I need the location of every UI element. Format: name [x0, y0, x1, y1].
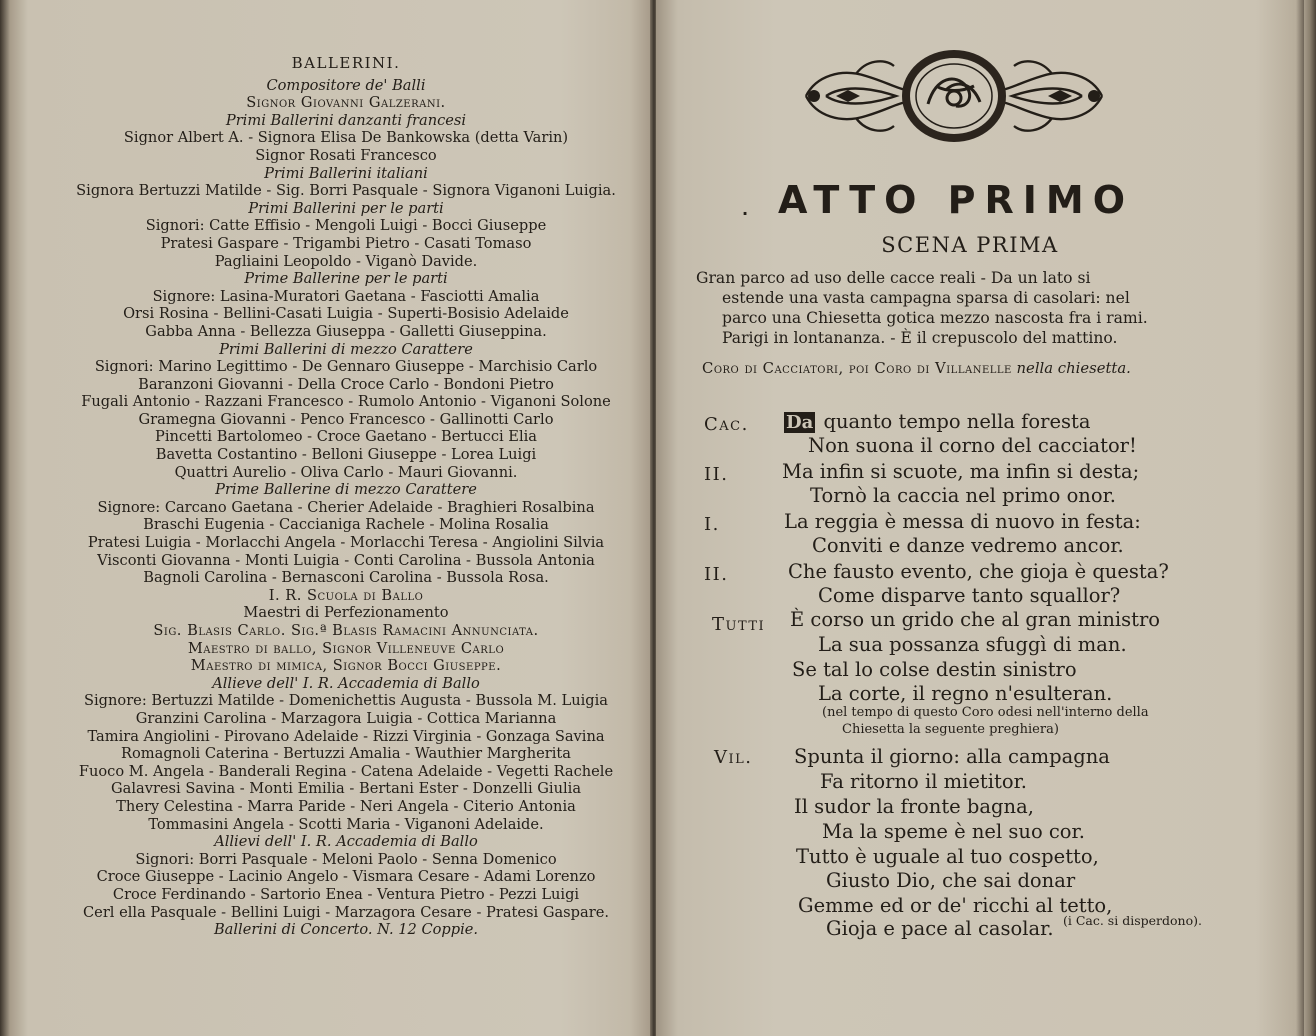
description-line: Parigi in lontananza. - È il crepuscolo del mattino.	[722, 329, 1118, 347]
name-line: Maestro di mimica, Signor Bocci Giuseppe.	[190, 657, 502, 675]
section-heading: Primi Ballerini danzanti francesi	[225, 111, 467, 129]
stage-note-line: (nel tempo di questo Coro odesi nell'interno della	[822, 705, 1149, 720]
name-line: Signori: Borri Pasquale - Meloni Paolo - Senna Domenico	[135, 850, 557, 868]
left-page	[0, 0, 652, 1036]
name-line: Bagnoli Carolina - Bernasconi Carolina - Bussola Rosa.	[143, 569, 549, 587]
name-line: Visconti Giovanna - Monti Luigia - Conti Carolina - Bussola Antonia	[97, 551, 595, 569]
speaker-label: Vil.	[714, 747, 753, 768]
act-title	[742, 178, 1166, 223]
section-heading: Primi Ballerini di mezzo Carattere	[219, 340, 473, 358]
description-line: parco una Chiesetta gotica mezzo nascosta fra i rami.	[722, 309, 1148, 327]
name-line: Fuoco M. Angela - Banderali Regina - Catena Adelaide - Vegetti Rachele	[78, 762, 614, 780]
scene-description	[696, 268, 1226, 348]
scene-heading: SCENA PRIMA	[881, 233, 1059, 257]
name-line: Granzini Carolina - Marzagora Luigia - Cottica Marianna	[135, 709, 557, 727]
stage-note-line: Chiesetta la seguente preghiera)	[842, 722, 1059, 737]
page-heading: BALLERINI.	[291, 54, 401, 72]
description-line: estende una vasta campagna sparsa di casolari: nel	[722, 289, 1130, 307]
name-line: Tamira Angiolini - Pirovano Adelaide - Rizzi Virginia - Gonzaga Savina	[87, 727, 605, 745]
name-line: Romagnoli Caterina - Bertuzzi Amalia - Wauthier Margherita	[121, 745, 571, 763]
verse-line: Se tal lo colse destin sinistro	[792, 658, 1077, 681]
speaker-label: Cac.	[704, 414, 749, 435]
section-heading: Prime Ballerine per le parti	[244, 270, 448, 288]
speaker-label: II.	[704, 464, 729, 485]
description-line: Gran parco ad uso delle cacce reali - Da un lato si	[696, 269, 1091, 287]
verse-line: Ma la speme è nel suo cor.	[822, 820, 1085, 843]
name-line: Signora Bertuzzi Matilde - Sig. Borri Pasquale - Signora Viganoni Luigia.	[76, 182, 616, 200]
name-line: Signor Giovanni Galzerani.	[246, 94, 446, 112]
verse-line: Tutto è uguale al tuo cospetto,	[796, 845, 1099, 868]
verse-line: Giusto Dio, che sai donar	[826, 869, 1076, 892]
name-line: Signore: Bertuzzi Matilde - Domenichettis Augusta - Bussola M. Luigia	[84, 692, 608, 710]
speaker-label: II.	[704, 564, 729, 585]
name-line: Thery Celestina - Marra Paride - Neri Angela - Citerio Antonia	[116, 797, 576, 815]
cartouche-ornament	[796, 46, 1112, 146]
verse-line: Fa ritorno il mietitor.	[820, 770, 1027, 793]
name-line: Braschi Eugenia - Caccianiga Rachele - Molina Rosalia	[143, 516, 549, 534]
verse-line: Il sudor la fronte bagna,	[794, 795, 1034, 818]
verse-text: quanto tempo nella foresta	[817, 410, 1091, 433]
speaker-label: Tutti	[712, 614, 766, 635]
verse-line: Come disparve tanto squallor?	[818, 584, 1121, 607]
name-line: Fugali Antonio - Razzani Francesco - Rumolo Antonio - Viganoni Solone	[81, 393, 611, 411]
verse-line: Non suona il corno del cacciator!	[808, 434, 1137, 457]
name-line: Pratesi Gaspare - Trigambi Pietro - Casati Tomaso	[160, 234, 532, 252]
name-line: Maestro di ballo, Signor Villeneuve Carlo	[187, 639, 505, 657]
name-line: Bavetta Costantino - Belloni Giuseppe - Lorea Luigi	[155, 446, 537, 464]
ballerini-list	[66, 55, 626, 939]
name-line: Pincetti Bartolomeo - Croce Gaetano - Bertucci Elia	[155, 428, 537, 446]
name-line: Orsi Rosina - Bellini-Casati Luigia - Superti-Bosisio Adelaide	[123, 305, 569, 323]
name-line: Croce Giuseppe - Lacinio Angelo - Vismara Cesare - Adami Lorenzo	[96, 868, 596, 886]
section-heading: Ballerini di Concerto. N. 12 Coppie.	[213, 921, 479, 939]
name-line: Signore: Lasina-Muratori Gaetana - Fasciotti Amalia	[152, 287, 540, 305]
verse-line: Gemme ed or de' ricchi al tetto,	[798, 894, 1113, 917]
section-heading: Prime Ballerine di mezzo Carattere	[215, 481, 477, 499]
exit-note: (i Cac. si disperdono).	[1063, 913, 1202, 928]
verse-line: Gioja e pace al casolar.	[826, 917, 1054, 940]
chorus-place: nella chiesetta.	[1011, 360, 1131, 377]
section-heading: Primi Ballerini italiani	[264, 164, 428, 182]
verse-line: La reggia è messa di nuovo in festa:	[784, 510, 1141, 533]
page-edge	[1304, 0, 1316, 1036]
verse-line: È corso un grido che al gran ministro	[790, 608, 1161, 631]
verse-line	[784, 410, 1090, 433]
name-line: Croce Ferdinando - Sartorio Enea - Ventura Pietro - Pezzi Luigi	[112, 885, 580, 903]
name-line: Pratesi Luigia - Morlacchi Angela - Morlacchi Teresa - Angiolini Silvia	[87, 534, 605, 552]
section-heading: Allieve dell' I. R. Accademia di Ballo	[212, 674, 480, 692]
name-line: Galavresi Savina - Monti Emilia - Bertani Ester - Donzelli Giulia	[110, 780, 582, 798]
section-heading: Compositore de' Balli	[266, 76, 426, 94]
chorus-names: Coro di Cacciatori, poi Coro di Villanelle	[702, 360, 1012, 377]
verse-line: Tornò la caccia nel primo onor.	[810, 484, 1116, 507]
title-text: ATTO PRIMO	[777, 178, 1135, 222]
name-line: Signor Albert A. - Signora Elisa De Bankowska (detta Varin)	[123, 129, 569, 147]
verse-line: La sua possanza sfuggì di man.	[818, 633, 1127, 656]
name-line: I. R. Scuola di Ballo	[268, 586, 424, 604]
name-line: Cerl ella Pasquale - Bellini Luigi - Marzagora Cesare - Pratesi Gaspare.	[83, 903, 609, 921]
section-heading: Allievi dell' I. R. Accademia di Ballo	[214, 833, 478, 851]
verse-line: Conviti e danze vedremo ancor.	[812, 534, 1124, 557]
name-line: Sig. Blasis Carlo. Sig.ª Blasis Ramacini Annunciata.	[153, 622, 539, 639]
verse-line: Che fausto evento, che gioja è questa?	[788, 560, 1169, 583]
name-line: Maestri di Perfezionamento	[243, 604, 449, 622]
speaker-label: I.	[704, 514, 720, 535]
name-line: Pagliaini Leopoldo - Viganò Davide.	[214, 252, 478, 270]
name-line: Gabba Anna - Bellezza Giuseppa - Galletti Giuseppina.	[145, 322, 547, 340]
verse-line: Spunta il giorno: alla campagna	[794, 745, 1110, 768]
name-line: Signore: Carcano Gaetana - Cherier Adelaide - Braghieri Rosalbina	[97, 498, 595, 516]
name-line: Signori: Marino Legittimo - De Gennaro Giuseppe - Marchisio Carlo	[94, 358, 598, 376]
name-line: Gramegna Giovanni - Penco Francesco - Gallinotti Carlo	[138, 410, 554, 428]
name-line: Tommasini Angela - Scotti Maria - Viganoni Adelaide.	[148, 815, 544, 833]
section-heading: Primi Ballerini per le parti	[248, 199, 444, 217]
title-mark: ·	[742, 204, 758, 223]
chorus-direction	[702, 360, 1131, 377]
drop-cap: Da	[786, 412, 814, 433]
verse-line: La corte, il regno n'esulteran.	[818, 682, 1113, 705]
name-line: Signori: Catte Effisio - Mengoli Luigi - Bocci Giuseppe	[145, 217, 547, 235]
name-line: Baranzoni Giovanni - Della Croce Carlo - Bondoni Pietro	[138, 375, 554, 393]
verse-line: Ma infin si scuote, ma infin si desta;	[782, 460, 1140, 483]
name-line: Quattri Aurelio - Oliva Carlo - Mauri Giovanni.	[174, 463, 518, 481]
name-line: Signor Rosati Francesco	[255, 146, 437, 164]
